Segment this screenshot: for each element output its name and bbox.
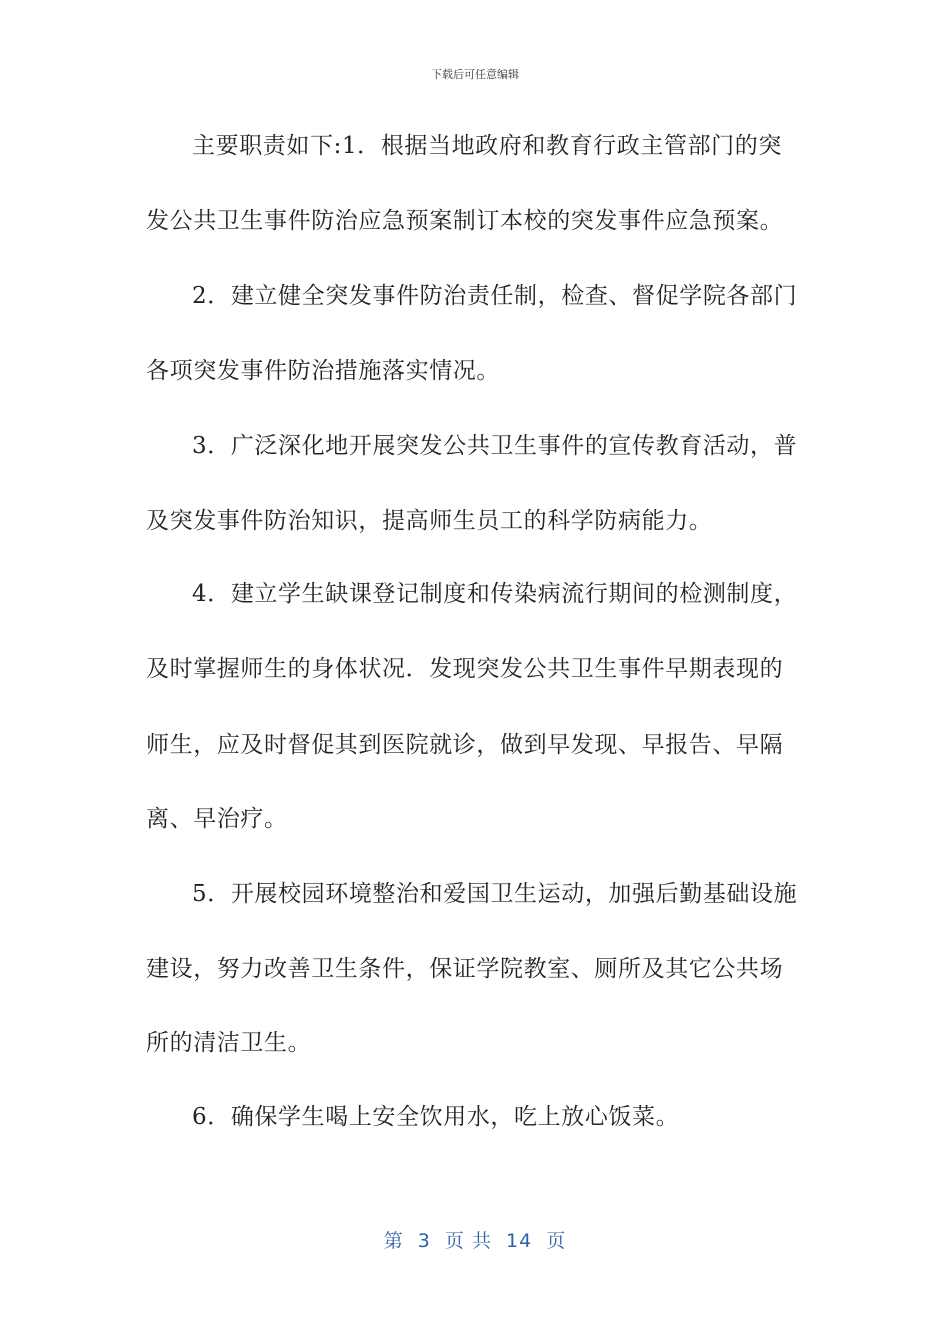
paragraph-line: 主要职责如下:1．根据当地政府和教育行政主管部门的突 <box>192 133 782 159</box>
paragraph-line: 各项突发事件防治措施落实情况。 <box>146 358 500 384</box>
paragraph-line: 4．建立学生缺课登记制度和传染病流行期间的检测制度， <box>192 581 798 607</box>
paragraph-line: 3．广泛深化地开展突发公共卫生事件的宣传教育活动，普 <box>192 433 798 459</box>
download-note: 下载后可任意编辑 <box>431 68 519 81</box>
paragraph-line: 2．建立健全突发事件防治责任制，检查、督促学院各部门 <box>192 283 798 309</box>
paragraph-line: 及时掌握师生的身体状况．发现突发公共卫生事件早期表现的 <box>146 656 784 682</box>
paragraph-line: 及突发事件防治知识，提高师生员工的科学防病能力。 <box>146 508 713 534</box>
paragraph-line: 建设，努力改善卫生条件，保证学院教室、厕所及其它公共场 <box>146 956 784 982</box>
paragraph-line: 发公共卫生事件防治应急预案制订本校的突发事件应急预案。 <box>146 208 784 234</box>
paragraph-line: 所的清洁卫生。 <box>146 1030 312 1056</box>
paragraph-line: 离、早治疗。 <box>146 806 288 832</box>
paragraph-line: 师生，应及时督促其到医院就诊，做到早发现、早报告、早隔 <box>146 732 784 758</box>
paragraph-line: 6．确保学生喝上安全饮用水，吃上放心饭菜。 <box>192 1104 680 1130</box>
page-number: 第 3 页 共 14 页 <box>383 1230 567 1252</box>
paragraph-line: 5．开展校园环境整治和爱国卫生运动，加强后勤基础设施 <box>192 881 798 907</box>
